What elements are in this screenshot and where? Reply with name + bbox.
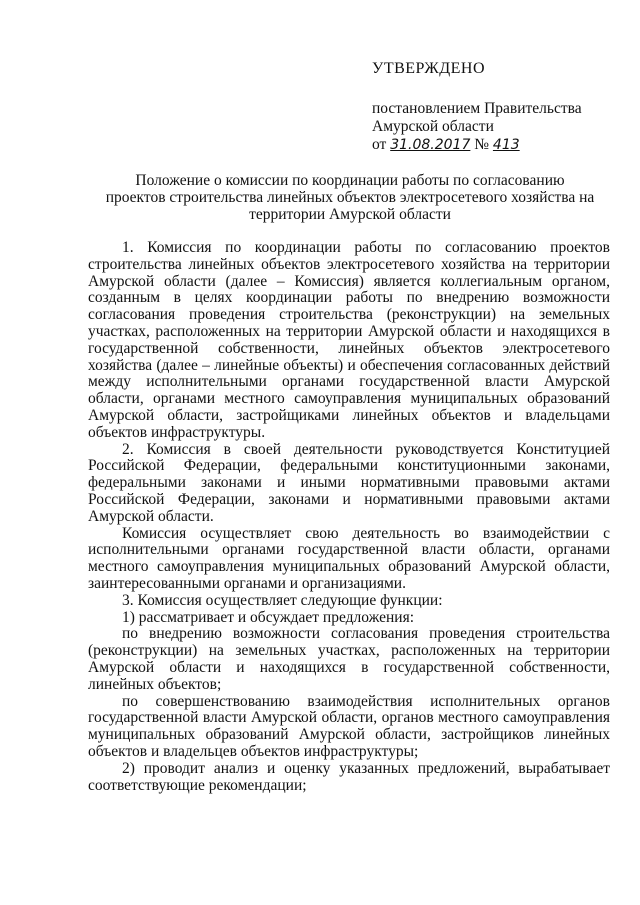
approval-number: 413 [492,137,520,153]
paragraph-7: по совершенствованию взаимодействия исполнительных органов государственной власти Амурской области, органов местного самоуправления муниципальных образований Амурской области, застройщиков линейных объектов и владельцев объектов инфраструктуры; [88,692,610,760]
paragraph-4: 3. Комиссия осуществляет следующие функции: [122,591,443,609]
title-line-3: территории Амурской области [249,206,451,223]
paragraph-5: 1) рассматривает и обсуждает предложения: [122,608,415,626]
document-body [88,240,610,794]
approval-date-line [372,136,622,154]
approval-heading: УТВЕРЖДЕНО [372,60,486,77]
approval-line-1: постановлением Правительства [372,100,582,117]
title-line-1: Положение о комиссии по координации работы по согласованию [135,172,565,189]
approval-line-2: Амурской области [372,118,494,135]
approval-from-prefix: от [372,136,387,153]
approval-number-prefix: № [474,136,490,153]
document-title [90,172,610,223]
approval-date: 31.08.2017 [390,137,471,153]
approval-stamp [372,60,622,154]
paragraph-3: Комиссия осуществляет свою деятельность во взаимодействии с исполнительными органами государственной власти области, органами местного самоуправления муниципальных образований Амурской области, заинтересованными органами и организациями. [88,524,610,592]
title-line-2: проектов строительства линейных объектов электросетевого хозяйства на [105,189,595,206]
paragraph-2: 2. Комиссия в своей деятельности руководствуется Конституцией Российской Федерации, федеральными конституционными законами, федеральными законами и иными нормативными правовыми актами Российской Федерации, законами и нормативными правовыми актами Амурской области. [88,440,610,525]
paragraph-1: 1. Комиссия по координации работы по согласованию проектов строительства линейных объектов электросетевого хозяйства на территории Амурской области (далее – Комиссия) является коллегиальным органом, созданным в целях координации работы по внедрению возможности согласования проведения строительства (реконструкции) на земельных участках, расположенных на территории Амурской области и находящихся в государственной собственности, линейных объектов электросетевого хозяйства (далее – линейные объекты) и обеспечения согласованных действий между исполнительными органами государственной власти Амурской области, органами местного самоуправления муниципальных образований Амурской области, застройщиками линейных объектов и владельцами объектов инфраструктуры. [88,239,610,441]
paragraph-8: 2) проводит анализ и оценку указанных предложений, вырабатывает соответствующие рекомендации; [88,759,610,794]
paragraph-6: по внедрению возможности согласования проведения строительства (реконструкции) на земельных участках, расположенных на территории Амурской области и находящихся в государственной собственности, линейных объектов; [88,625,610,693]
